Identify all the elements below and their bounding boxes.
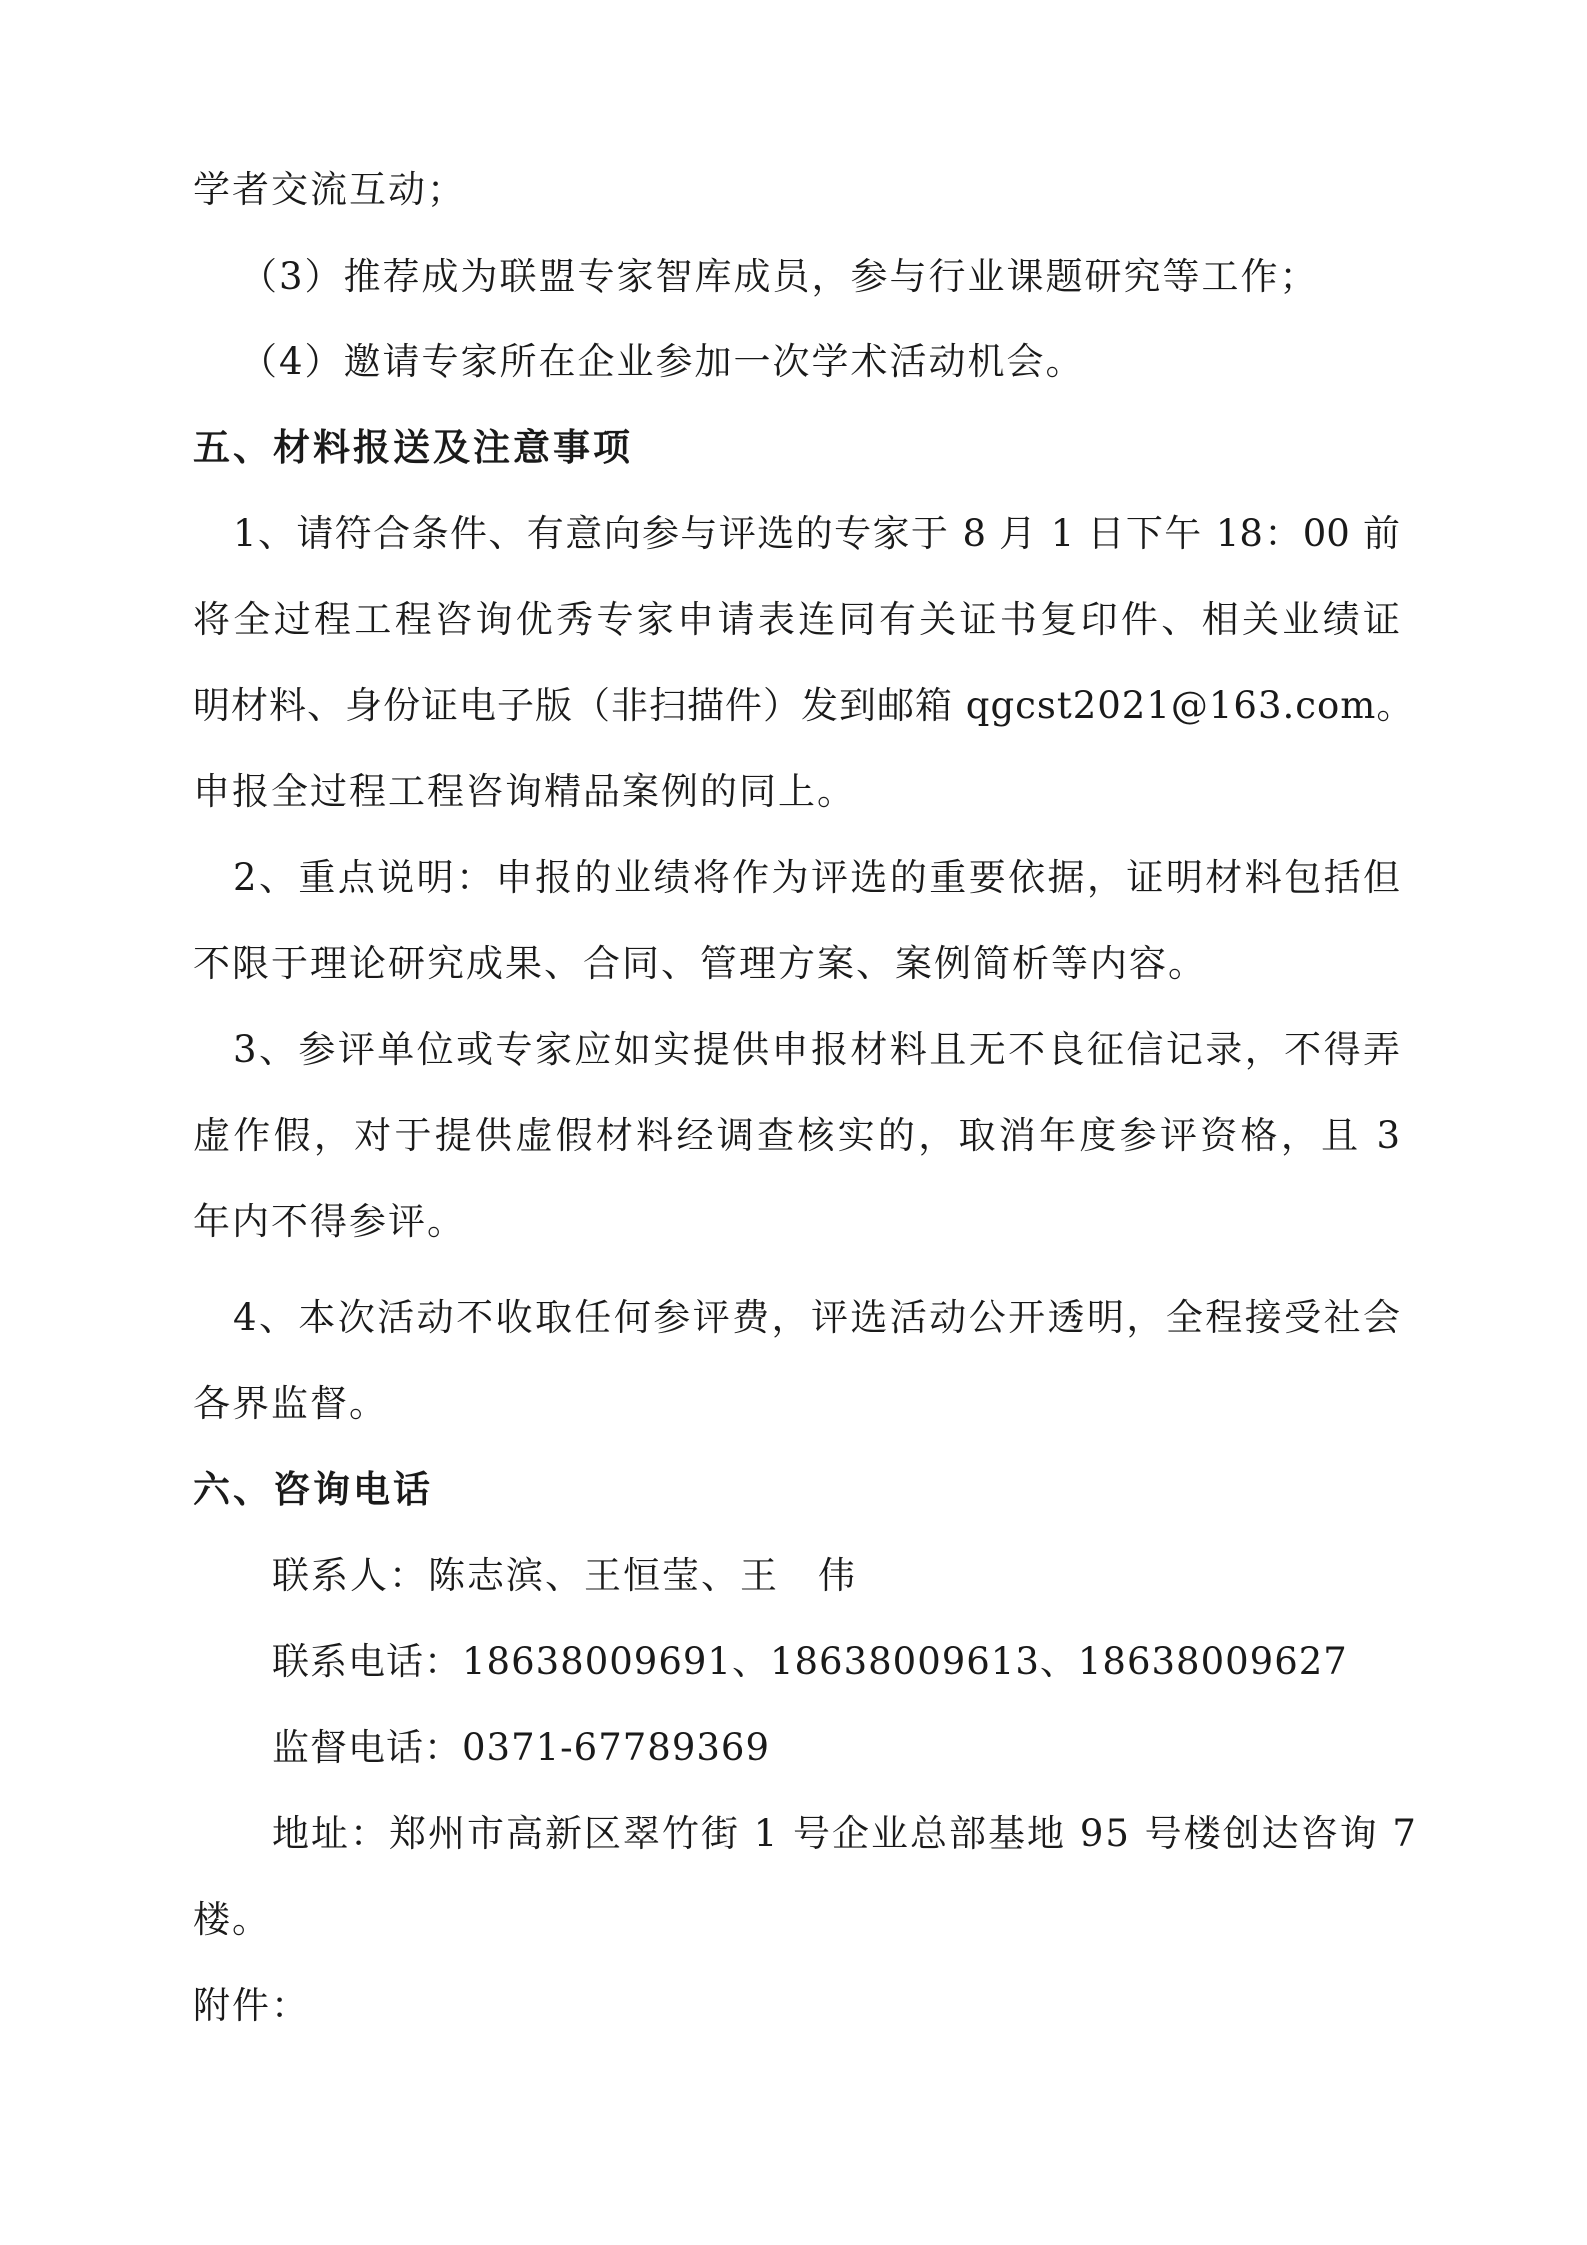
section5-p1-line3: 明材料、身份证电子版（非扫描件）发到邮箱 qgcst2021@163.com。 [193,684,1415,727]
address-line2: 楼。 [193,1898,271,1941]
section5-p2-line2: 不限于理论研究成果、合同、管理方案、案例简析等内容。 [193,942,1207,985]
supervision-phone: 监督电话：0371-67789369 [272,1726,770,1769]
section5-p3-line2: 虚作假，对于提供虚假材料经调查核实的，取消年度参评资格，且 3 [193,1114,1400,1157]
benefit-item-3: （3）推荐成为联盟专家智库成员，参与行业课题研究等工作； [240,255,1319,298]
attachment-label: 附件： [193,1984,310,2027]
section5-heading: 五、材料报送及注意事项 [193,426,633,469]
section5-p4-line1: 4、本次活动不收取任何参评费，评选活动公开透明，全程接受社会 [233,1296,1400,1339]
section4-continuation: 学者交流互动； [193,168,466,211]
section5-p3-line1: 3、参评单位或专家应如实提供申报材料且无不良征信记录，不得弄 [233,1028,1400,1071]
benefit-item-4: （4）邀请专家所在企业参加一次学术活动机会。 [240,340,1085,383]
section5-p1-line4: 申报全过程工程咨询精品案例的同上。 [193,770,856,813]
contact-phones: 联系电话：18638009691、18638009613、18638009627 [272,1640,1348,1683]
contact-persons: 联系人：陈志滨、王恒莹、王 伟 [272,1554,857,1597]
section5-p4-line2: 各界监督。 [193,1382,388,1425]
section5-p3-line3: 年内不得参评。 [193,1200,466,1243]
section5-p1-line1: 1、请符合条件、有意向参与评选的专家于 8 月 1 日下午 18：00 前 [233,512,1400,555]
address-line1: 地址：郑州市高新区翠竹街 1 号企业总部基地 95 号楼创达咨询 7 [272,1812,1418,1855]
section5-p2-line1: 2、重点说明：申报的业绩将作为评选的重要依据，证明材料包括但 [233,856,1400,899]
section5-p1-line2: 将全过程工程咨询优秀专家申请表连同有关证书复印件、相关业绩证 [193,598,1400,641]
section6-heading: 六、咨询电话 [193,1468,433,1511]
